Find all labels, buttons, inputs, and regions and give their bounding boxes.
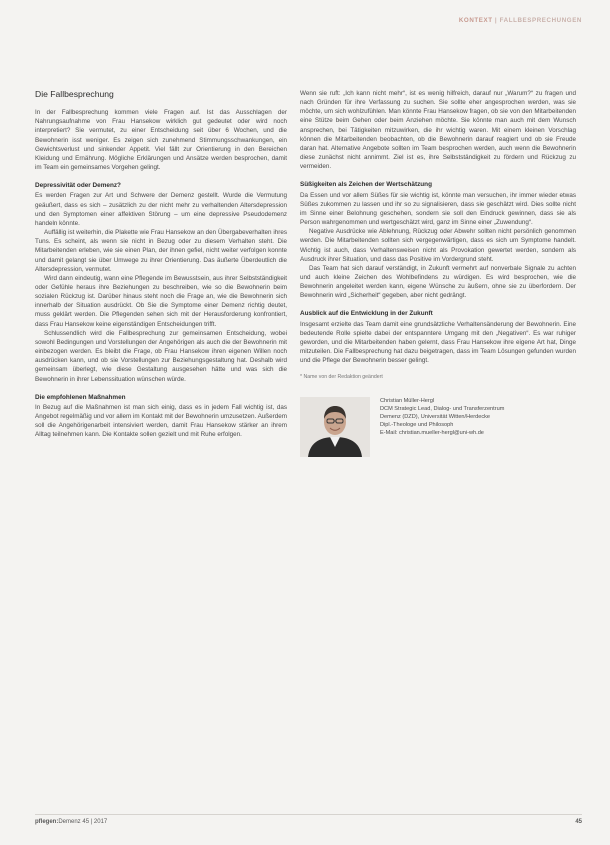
footer-magazine-name: pflegen: (35, 819, 59, 825)
left-intro-paragraph: In der Fallbesprechung kommen viele Fragen auf. Ist das Ausschlagen der Nahrungsaufnahme von Frau Hansekow wirklich gut gedeutet oder wird noch interpretiert? Sie vermutet, zu einer Entscheidung seit über 6 Wochen, und die Bewohnerin isst weniger. Es zeigen sich zunehmend Stimmungsschwankungen, ein Gewichtsverlust und sinkender Appetit. Viel fällt zur Orientierung in den Bereichen Kleidung und Ernährung. Mögliche Erklärungen und Ansätze werden besprochen, damit im Team ein gemeinsames Vorgehen gelingt. (35, 109, 287, 172)
section-heading-massnahmen: Die empfohlenen Maßnahmen (35, 393, 126, 401)
footer-magazine (35, 819, 107, 825)
left-column (35, 89, 287, 439)
paragraph: Negative Ausdrücke wie Ablehnung, Rückzug oder Abwehr sollten nicht persönlich genommen werden. Die Mitarbeitenden sollten sich vergegenwärtigen, dass es sich um Symptome handelt. Wichtig ist auch, dass Verhaltensweisen nicht als Provokation gewertet werden, sondern als Ausdruck ihrer Situation, und dass das Positive im Vordergrund steht. (300, 228, 576, 263)
running-head-keyword: KONTEXT (458, 17, 493, 24)
running-head-section: FALLBESPRECHUNGEN (499, 17, 582, 24)
right-intro-paragraph: Wenn sie ruft: „Ich kann nicht mehr“, ist es wenig hilfreich, darauf nur „Warum?“ zu fragen und nach Gründen für ihre Verfassung zu suchen. Sie sollte eher angesprochen werden, was sie möchte, um sich wohlzufühlen. Man könnte Frau Hansekow fragen, ob sie von den Mitarbeitenden eine Stütze beim Gehen oder beim Anziehen möchte. Sie könnte man auch mit dem Wunsch ansprechen, bei Tätigkeiten mitzuwirken, die ihr wichtig waren. Mit einem kleinen Vorschlag können die Mitarbeitenden beobachten, ob die Bewohnerin darauf reagiert und ob sie Freude daran hat. Alternative Angebote sollten im Team besprochen werden, auch wenn die Bewohnerin diese zunächst nicht annimmt. Ziel ist es, ihre Selbstständigkeit zu fördern und Rückzug zu vermeiden. (300, 90, 576, 171)
footer-divider (35, 814, 582, 815)
section-heading-depressivitaet: Depressivität oder Demenz? (35, 182, 121, 190)
author-portrait-icon (300, 397, 370, 457)
author-line: Dipl.-Theologe und Philosoph (380, 422, 454, 429)
section-heading-ausblick: Ausblick auf die Entwicklung in der Zukunft (300, 310, 433, 318)
section-heading-suessigkeiten: Süßigkeiten als Zeichen der Wertschätzung (300, 181, 432, 189)
paragraph: Insgesamt erzielte das Team damit eine grundsätzliche Verhaltensänderung der Bewohnerin. Eine bedeutende Rolle spielte dabei der entspanntere Umgang mit den „Negativen“. Es war ruhiger geworden, und die Mitarbeitenden haben gelernt, dass Frau Hansekow ihre eigene Art hat, Dinge mitzuteilen. Die Fallbesprechung hat dazu beigetragen, dass im Team Lösungen gefunden wurden und die Pflege der Bewohnerin besser gelingt. (300, 320, 576, 365)
right-column (300, 89, 576, 461)
footnote: * Name von der Redaktion geändert (300, 374, 383, 381)
paragraph: Schlussendlich wird die Fallbesprechung zur gemeinsamen Entscheidung, wobei sowohl Bedingungen und Vorstellungen der Angehörigen als auch die der Bewohnerin mit einbezogen werden. Es bleibt die Frage, ob Frau Hansekow ihren eigenen Willen noch ausdrücken kann, und ob sie Vorstellungen zur Beziehungsgestaltung hat. Deshalb wird gemeinsam überlegt, wie diese Gestaltung ausgesehen hätte und was sich die Bewohnerin in ihrer Lebenssituation wünschen würde. (35, 329, 287, 383)
paragraph: Das Team hat sich darauf verständigt, in Zukunft vermehrt auf nonverbale Signale zu achten und auch kleine Zeichen des Wohlbefindens zu würdigen. Es wird besprochen, wie die Bewohnerin angeleitet werden kann, eigene Wünsche zu äußern, ohne sie zu überfordern. Der Bewohnerin wird „Sicherheit“ gegeben, aber nicht gedrängt. (300, 264, 576, 300)
author-box (300, 397, 576, 461)
paragraph: Es werden Fragen zur Art und Schwere der Demenz gestellt. Wurde die Vermutung geäußert, dass es sich – zusätzlich zu der nicht mehr zu verhaltenden Altersdepression und den Symptomen einer affektiven Störung – um eine depressive Pseudodemenz handeln könnte. (35, 192, 287, 227)
author-photo (300, 397, 370, 457)
author-name: Christian Müller-Hergl (380, 397, 435, 404)
page-number: 45 (575, 819, 582, 825)
running-head-separator: | (492, 17, 500, 24)
article-title: Die Fallbesprechung (35, 89, 114, 99)
paragraph: Wird dann eindeutig, wann eine Pflegende im Bewusstsein, aus ihrer Selbstständigkeit oder Gefühle heraus ihre Beziehungen zu beschreiben, wie so die Bewohnerin beim sozialen Rückzug ist. Darüber hinaus steht noch die Frage an, wie die Bewohnerin sich innerhalb der Situation ausdrückt. Ob Sie die Symptome einer Demenz richtig deutet, muss geklärt werden. Die Pflegenden sehen sich mit der Herausforderung konfrontiert, dass Frau Hansekow keine eigenständigen Entscheidungen trifft. (35, 274, 287, 328)
author-email[interactable]: E-Mail: christian.mueller-hergl@uni-wh.de (380, 430, 484, 437)
footer-magazine-issue: Demenz 45 | 2017 (58, 819, 108, 825)
author-info (380, 397, 504, 438)
paragraph: Auffällig ist weiterhin, die Plakette wie Frau Hansekow an den Übergabeverhalten ihres Tuns. Es scheint, als wenn sie nicht in Bezug oder zu diesem Verhalten steht. Die Mitarbeitenden erleben, wie sie einen Plan, der ihnen gefiel, nicht weiter verfolgen konnte und damit gelangt sie über Umwege zu ihrer Orientierung. Das äußerte Überdeutlich die Altersdepression, vermutet. (35, 229, 287, 273)
author-line: DCM Strategic Lead, Dialog- und Transferzentrum (380, 405, 505, 412)
running-head (459, 17, 582, 24)
paragraph: Da Essen und vor allem Süßes für sie wichtig ist, könnte man versuchen, ihr immer wieder etwas Süßes zukommen zu lassen und ihr so zu signalisieren, dass sie geschätzt wird. Dies sollte nicht im Sinne einer Belohnung geschehen, sondern sie soll den Eindruck gewinnen, dass sie als Person wahrgenommen und wertgeschätzt wird, ganz im Sinne einer „Zuwendung“. (300, 191, 576, 227)
paragraph: In Bezug auf die Maßnahmen ist man sich einig, dass es in jedem Fall wichtig ist, das Angebot regelmäßig und vor allem im Kontakt mit der Bewohnerin umzusetzen. Außerdem soll die Angehörigenarbeit intensiviert werden, damit Frau Hansekow stärker an ihrem Alltag teilnehmen kann. Die Kontakte sollen gezielt und mit Ruhe erfolgen. (35, 403, 287, 439)
author-line: Demenz (DZD), Universität Witten/Herdecke (380, 413, 491, 420)
